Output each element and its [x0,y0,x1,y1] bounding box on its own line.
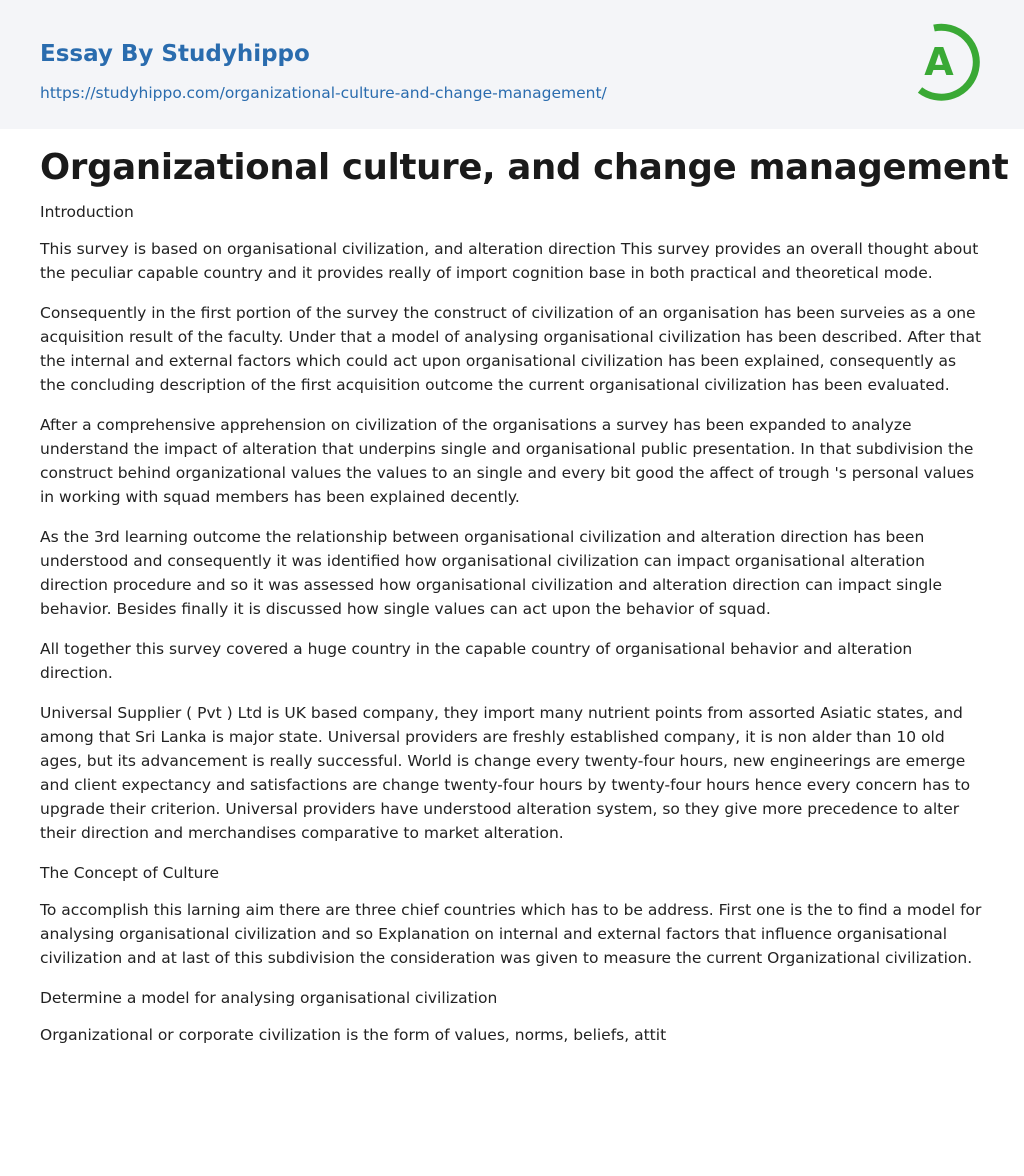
paragraph: As the 3rd learning outcome the relationship between organisational civilization and alteration direction has been understood and consequently it was identified how organisational civilization can impact organisational alteration direction procedure and so it was assessed how organisational civilization and alteration direction can impact single behavior. Besides finally it is discussed how single values can act upon the behavior of squad. [40,528,943,618]
paragraph: Organizational or corporate civilization is the form of values, norms, beliefs, attit [40,1026,667,1044]
paragraph: To accomplish this larning aim there are three chief countries which has to be address. First one is the to find a model for analysing organisational civilization and so Explanation on internal and external factors that influence organisational civilization and at last of this subdivision the consideration was given to measure the current Organizational civilization. [40,901,982,967]
paragraph: All together this survey covered a huge country in the capable country of organisational behavior and alteration direction. [40,640,913,682]
brand-title[interactable]: Essay By Studyhippo [40,41,310,67]
article-body [40,200,986,1063]
page-title: Organizational culture, and change management [40,147,1009,188]
studyhippo-logo-icon[interactable] [912,18,988,106]
paragraph: This survey is based on organisational civilization, and alteration direction This survey provides an overall thought about the peculiar capable country and it provides really of import cognition base in both practical and theoretical mode. [40,240,979,282]
article-url-link[interactable]: https://studyhippo.com/organizational-culture-and-change-management/ [40,84,607,102]
section-heading-introduction: Introduction [40,203,134,221]
paragraph: Consequently in the first portion of the survey the construct of civilization of an organisation has been surveies as a one acquisition result of the faculty. Under that a model of analysing organisational civilization has been described. After that the internal and external factors which could act upon organisational civilization has been explained, consequently as the concluding description of the first acquisition outcome the current organisational civilization has been evaluated. [40,304,982,394]
section-heading-concept-of-culture: The Concept of Culture [40,864,220,882]
paragraph: Universal Supplier ( Pvt ) Ltd is UK based company, they import many nutrient points from assorted Asiatic states, and among that Sri Lanka is major state. Universal providers are freshly established company, it is non alder than 10 old ages, but its advancement is really successful. World is change every twenty-four hours, new engineerings are emerge and client expectancy and satisfactions are change twenty-four hours by twenty-four hours hence every concern has to upgrade their criterion. Universal providers have understood alteration system, so they give more precedence to alter their direction and merchandises comparative to market alteration. [40,704,971,842]
site-header [0,0,1024,129]
logo-letter: A [924,40,954,84]
section-heading-model: Determine a model for analysing organisational civilization [40,989,498,1007]
paragraph: After a comprehensive apprehension on civilization of the organisations a survey has been expanded to analyze understand the impact of alteration that underpins single and organisational public presentation. In that subdivision the construct behind organizational values the values to an single and every bit good the affect of trough 's personal values in working with squad members has been explained decently. [40,416,975,506]
